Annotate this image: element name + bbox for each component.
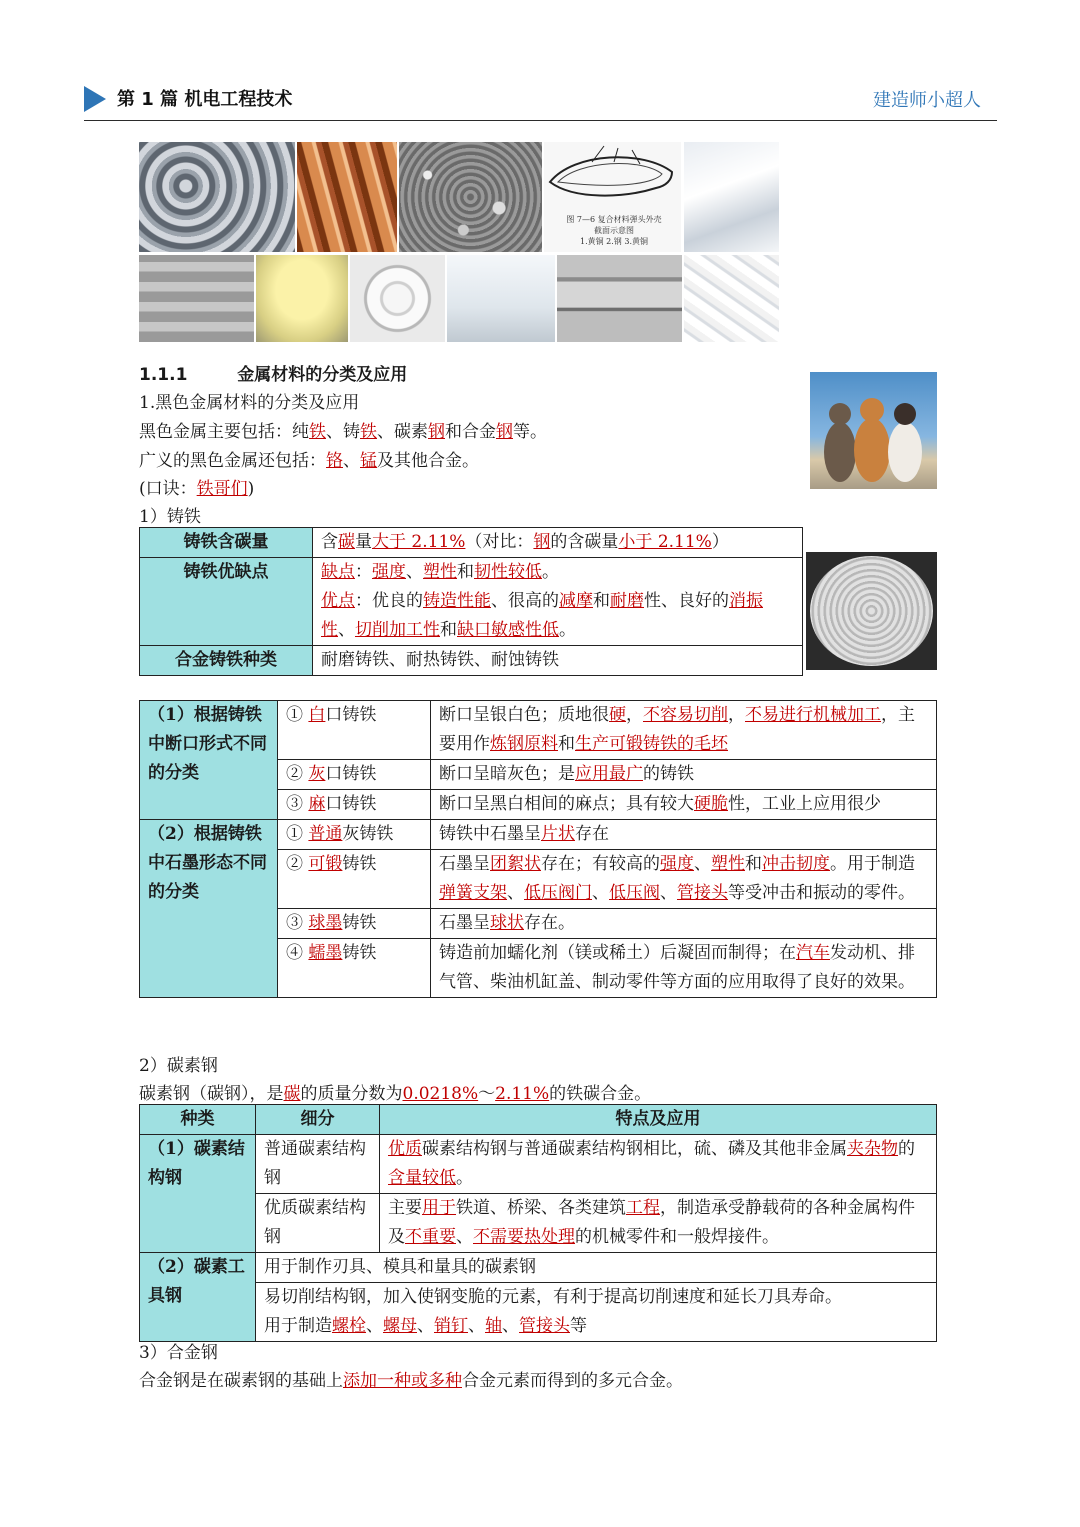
type-cell <box>278 909 431 939</box>
key-term: 减摩 <box>559 591 593 611</box>
key-term: 冲击韧度 <box>762 854 830 874</box>
text: ，制造承受静载荷的各种金属构件及 <box>388 1198 915 1247</box>
bullet-shell-drawing <box>544 142 681 212</box>
subtype-cell: 优质碳素结构钢 <box>256 1194 380 1253</box>
text: 性、良好的 <box>644 591 729 611</box>
key-term: 销钉 <box>434 1316 468 1336</box>
text: 。 <box>456 1168 473 1188</box>
text: 灰铸铁 <box>342 824 394 844</box>
key-term: 蠕墨 <box>308 943 343 963</box>
circled-number: ② <box>286 764 303 784</box>
desc-cell <box>431 939 937 998</box>
text: 和 <box>440 620 457 640</box>
mnemonic-line <box>139 474 254 499</box>
pros-line <box>321 587 794 645</box>
page-header <box>84 80 997 121</box>
key-term: 夹杂物 <box>847 1139 898 1159</box>
text: 铸造前加蠕化剂（镁或稀土）后凝固而制得；在 <box>439 943 796 963</box>
text: 和 <box>745 854 762 874</box>
key-term: 普通 <box>308 824 343 844</box>
key-term: 炼钢原料 <box>490 734 558 754</box>
desc-cell <box>431 820 937 850</box>
text: 、 <box>660 883 677 903</box>
text: 的铸铁 <box>643 764 694 784</box>
ceramic-bearing-photo <box>350 255 445 342</box>
key-term: 麻 <box>308 794 326 814</box>
header-features: 特点及应用 <box>380 1105 937 1135</box>
composite-shell-diagram <box>544 142 681 252</box>
text: 、 <box>343 451 360 471</box>
free-cutting-row <box>256 1283 937 1342</box>
type-cell <box>278 790 431 820</box>
text: 的质量分数为 <box>300 1084 403 1104</box>
type-cell <box>278 820 431 850</box>
circled-number: ① <box>286 824 303 844</box>
key-term: 0.0218% <box>402 1084 479 1104</box>
text: 、 <box>456 1227 473 1247</box>
key-term: 碳 <box>283 1084 301 1104</box>
text: 、很高的 <box>491 591 559 611</box>
alloy-steel-heading: 3）合金钢 <box>139 1343 218 1363</box>
key-term: 应用最广 <box>575 764 643 784</box>
text: 和 <box>457 562 474 582</box>
text: 等受冲击和振动的零件。 <box>728 883 915 903</box>
text: 口铸铁 <box>325 705 377 725</box>
text: 、 <box>338 620 355 640</box>
circled-number: ① <box>286 705 303 725</box>
key-term: 不容易切削 <box>643 705 728 725</box>
text: 合金钢是在碳素钢的基础上 <box>139 1371 343 1391</box>
text: 。 <box>559 620 576 640</box>
key-term: 铁哥们 <box>196 479 248 499</box>
text: 。用于制造 <box>830 854 915 874</box>
text: ） <box>711 532 729 552</box>
black-metals-line <box>139 417 547 442</box>
cons-line <box>321 558 794 587</box>
carbon-value <box>313 528 803 558</box>
key-term: 管接头 <box>519 1316 570 1336</box>
key-term: 团絮状 <box>490 854 541 874</box>
key-term: 缺口敏感性低 <box>457 620 559 640</box>
carbon-steel-definition <box>139 1079 651 1104</box>
text: 铸铁 <box>342 913 377 933</box>
text: 石墨呈 <box>439 913 490 933</box>
text: 、碳素 <box>377 422 428 442</box>
key-term: 工程 <box>626 1198 660 1218</box>
caption-line: 截面示意图 <box>594 226 634 235</box>
key-term: 弹簧支架 <box>439 883 507 903</box>
carbon-steel-heading: 2）碳素钢 <box>139 1056 218 1076</box>
key-term: 铁 <box>360 422 377 442</box>
key-term: 大于 2.11% <box>372 532 466 552</box>
caption-line: 图 7—6 复合材料弹头外壳 <box>566 215 662 224</box>
desc-cell <box>431 909 937 939</box>
key-term: 用于 <box>422 1198 456 1218</box>
text: 用于制造 <box>264 1316 332 1336</box>
text: 口铸铁 <box>325 764 377 784</box>
key-term: 强度 <box>660 854 694 874</box>
text: 和 <box>593 591 610 611</box>
text: 口铸铁 <box>325 794 377 814</box>
key-term: 塑性 <box>423 562 457 582</box>
text: 铸铁 <box>342 854 377 874</box>
brand-name: 建造师小超人 <box>873 90 981 111</box>
text: 断口呈暗灰色；是 <box>439 764 575 784</box>
features-cell <box>380 1194 937 1253</box>
text: 、 <box>694 854 711 874</box>
circled-number: ③ <box>286 913 303 933</box>
text: 主要 <box>388 1198 422 1218</box>
insulation-wool-photo <box>256 255 348 342</box>
text: 铸铁中石墨呈 <box>439 824 541 844</box>
text: 易切削结构钢，加入使钢变脆的元素，有利于提高切削速度和延长刀具寿命。 <box>264 1287 842 1307</box>
text: 及其他合金。 <box>377 451 479 471</box>
cats-photo <box>810 372 937 489</box>
cast-iron-heading: 1）铸铁 <box>139 507 201 527</box>
text: 石墨呈 <box>439 854 490 874</box>
text: 等。 <box>513 422 547 442</box>
text: 、 <box>406 562 423 582</box>
text: 断口呈黑白相间的麻点；具有较大 <box>439 794 694 814</box>
cast-iron-table <box>139 527 803 676</box>
desc-cell <box>431 850 937 909</box>
carbon-steel-table <box>139 1104 937 1342</box>
tool-steel-label: （2）碳素工具钢 <box>140 1253 256 1342</box>
key-term: 不重要 <box>405 1227 456 1247</box>
key-term: 碳 <box>338 532 355 552</box>
key-term: 强度 <box>372 562 406 582</box>
key-term: 优点 <box>321 591 355 611</box>
desc-cell <box>431 701 937 760</box>
diagram-caption <box>554 214 674 247</box>
key-term: 不需要热处理 <box>473 1227 575 1247</box>
key-term: 球状 <box>490 913 524 933</box>
alloy-value: 耐磨铸铁、耐热铸铁、耐蚀铸铁 <box>313 646 803 676</box>
graphite-group-label: （2）根据铸铁中石墨形态不同的分类 <box>140 820 278 998</box>
text: 、 <box>592 883 609 903</box>
text: 、 <box>417 1316 434 1336</box>
key-term: 铁 <box>309 422 326 442</box>
key-term: 硬脆 <box>694 794 728 814</box>
key-term: 缺点 <box>321 562 355 582</box>
key-term: 消振性 <box>321 591 763 640</box>
key-term: 硬 <box>609 705 626 725</box>
text: 的铁碳合金。 <box>549 1084 652 1104</box>
text: 碳素钢（碳钢），是 <box>139 1084 284 1104</box>
key-term: 片状 <box>541 824 575 844</box>
text: ，主要用作 <box>439 705 915 754</box>
key-term: 钢 <box>428 422 445 442</box>
text: 。 <box>542 562 559 582</box>
key-term: 生产可锻铸铁的毛坯 <box>575 734 728 754</box>
features-cell <box>380 1135 937 1194</box>
subsection-title: 1.黑色金属材料的分类及应用 <box>139 393 360 413</box>
copper-pipes-photo <box>297 142 397 252</box>
structural-steel-label: （1）碳素结构钢 <box>140 1135 256 1253</box>
key-term: 锰 <box>360 451 377 471</box>
desc-cell <box>431 790 937 820</box>
section-number: 1.1.1 <box>139 365 188 385</box>
text: 、铸 <box>326 422 360 442</box>
ceiling-ducts-photo <box>557 255 682 342</box>
triangle-icon <box>84 86 106 112</box>
text: (口诀： <box>139 479 197 499</box>
type-cell <box>278 850 431 909</box>
key-term: 螺栓 <box>332 1316 366 1336</box>
text: 存在。 <box>524 913 575 933</box>
type-cell <box>278 701 431 760</box>
text: 存在；有较高的 <box>541 854 660 874</box>
key-term: 低压阀门 <box>524 883 592 903</box>
section-title: 金属材料的分类及应用 <box>237 365 408 385</box>
text: 、 <box>502 1316 519 1336</box>
text: 和 <box>558 734 575 754</box>
key-term: 低压阀 <box>609 883 660 903</box>
alloy-steel-definition <box>139 1366 683 1391</box>
carbon-label: 铸铁含碳量 <box>140 528 313 558</box>
text: 发动机、排气管、柴油机缸盖、制动零件等方面的应用取得了良好的效果。 <box>439 943 915 992</box>
text: ) <box>247 479 255 499</box>
text: ， <box>728 705 745 725</box>
key-term: 钢 <box>533 532 551 552</box>
key-term: 灰 <box>308 764 326 784</box>
manhole-plate <box>810 556 933 666</box>
pros-cons-value <box>313 558 803 646</box>
key-term: 添加一种或多种 <box>343 1371 462 1391</box>
key-term: 耐磨 <box>610 591 644 611</box>
key-term: 可锻 <box>308 854 343 874</box>
key-term: 螺母 <box>383 1316 417 1336</box>
subtype-cell: 普通碳素结构钢 <box>256 1135 380 1194</box>
text: 广义的黑色金属还包括： <box>139 451 326 471</box>
tool-steel-row: 用于制作刃具、模具和量具的碳素钢 <box>256 1253 937 1283</box>
manhole-cover-photo <box>806 552 937 670</box>
key-term: 汽车 <box>796 943 830 963</box>
text: 的含碳量 <box>550 532 619 552</box>
key-term: 钢 <box>496 422 513 442</box>
bolts-line <box>264 1312 928 1341</box>
cast-fittings-photo <box>139 142 295 252</box>
plastic-pipe-photo <box>684 142 779 252</box>
broad-metals-line <box>139 446 479 471</box>
key-term: 塑性 <box>711 854 745 874</box>
text: ：优良的 <box>355 591 423 611</box>
text: 存在 <box>575 824 609 844</box>
text: 的 <box>898 1139 915 1159</box>
caption-line: 1.黄铜 2.钢 3.黄铜 <box>580 237 648 246</box>
key-term: 2.11% <box>495 1084 550 1104</box>
type-cell <box>278 939 431 998</box>
desc-cell <box>431 760 937 790</box>
text: 、 <box>468 1316 485 1336</box>
text: 合金元素而得到的多元合金。 <box>462 1371 683 1391</box>
circled-number: ② <box>286 854 303 874</box>
fracture-group-label: （1）根据铸铁中断口形式不同的分类 <box>140 701 278 820</box>
pros-cons-label: 铸铁优缺点 <box>140 558 313 646</box>
header-subtype: 细分 <box>256 1105 380 1135</box>
plastic-bucket-photo <box>447 255 555 342</box>
key-term: 小于 2.11% <box>618 532 712 552</box>
text: 黑色金属主要包括：纯 <box>139 422 309 442</box>
key-term: 含量较低 <box>388 1168 456 1188</box>
text: ， <box>626 705 643 725</box>
text: 和合金 <box>445 422 496 442</box>
text: 、 <box>507 883 524 903</box>
text: ～ <box>478 1084 496 1104</box>
text: 断口呈银白色；质地很 <box>439 705 609 725</box>
circled-number: ④ <box>286 943 303 963</box>
key-term: 球墨 <box>308 913 343 933</box>
materials-photo-collage <box>139 142 779 342</box>
text: 含 <box>321 532 338 552</box>
circled-number: ③ <box>286 794 303 814</box>
text: （对比： <box>465 532 534 552</box>
type-cell <box>278 760 431 790</box>
text: 量 <box>355 532 372 552</box>
cement-bags-photo <box>139 255 254 342</box>
text: 、 <box>366 1316 383 1336</box>
text: 等 <box>570 1316 587 1336</box>
key-term: 韧性较低 <box>474 562 542 582</box>
cats-silhouette <box>810 372 937 489</box>
header-type: 种类 <box>140 1105 256 1135</box>
alloy-label: 合金铸铁种类 <box>140 646 313 676</box>
key-term: 白 <box>308 705 326 725</box>
metal-powder-photo <box>399 142 542 252</box>
section-heading <box>139 360 407 385</box>
text: 碳素结构钢与普通碳素结构钢相比，硫、磷及其他非金属 <box>422 1139 847 1159</box>
key-term: 切削加工性 <box>355 620 440 640</box>
key-term: 铸造性能 <box>423 591 491 611</box>
cast-iron-classification-table <box>139 700 937 998</box>
key-term: 不易进行机械加工 <box>745 705 881 725</box>
text: 铸铁 <box>342 943 377 963</box>
key-term: 轴 <box>485 1316 502 1336</box>
chapter-title: 第 1 篇 机电工程技术 <box>117 89 293 110</box>
key-term: 优质 <box>388 1139 422 1159</box>
text: 铁道、桥梁、各类建筑 <box>456 1198 626 1218</box>
key-term: 管接头 <box>677 883 728 903</box>
white-pipes-photo <box>684 255 779 342</box>
text: 的机械零件和一般焊接件。 <box>575 1227 779 1247</box>
key-term: 铬 <box>326 451 343 471</box>
text: ： <box>355 562 372 582</box>
text: 性，工业上应用很少 <box>728 794 881 814</box>
